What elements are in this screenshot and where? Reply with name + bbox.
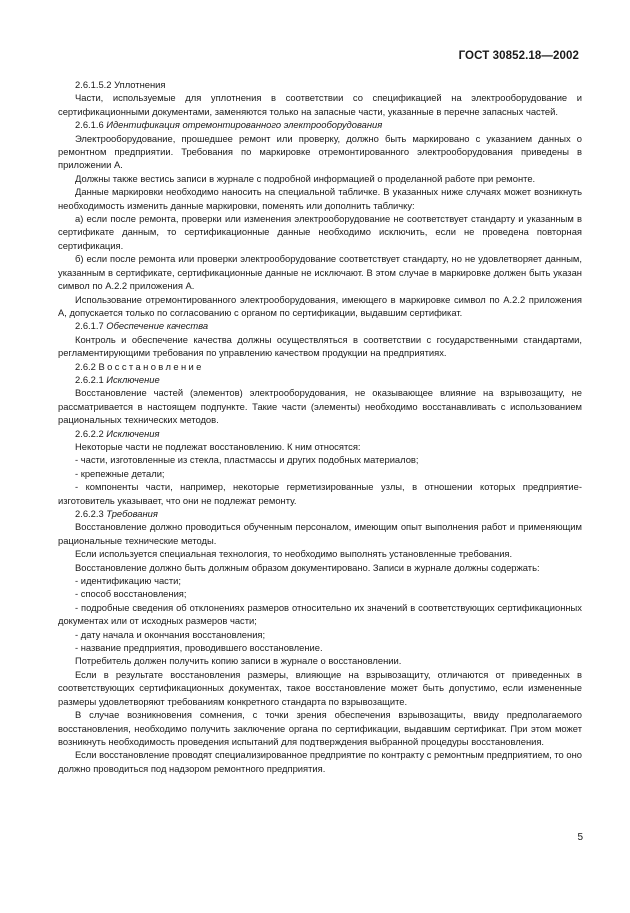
- list-item: а) если после ремонта, проверки или изменения электрооборудование не соответствует стандарту и указанным в сертификате данным, то сертификационные данные необходимо исключить, если не проведена повторная сертификация.: [58, 213, 582, 251]
- page-number: 5: [577, 832, 583, 843]
- paragraph: Восстановление должно быть должным образом документировано. Записи в журнале должны содержать:: [75, 561, 540, 573]
- paragraph: Восстановление должно проводиться обученным персоналом, имеющим опыт выполнения работ и применяющим рациональные технические методы.: [58, 521, 582, 546]
- list-item: - компоненты части, например, некоторые герметизированные узлы, в отношении которых предприятие-изготовитель указывает, что они не подлежат ремонту.: [58, 481, 582, 506]
- clause-heading: 2.6.1.5.2 Уплотнения: [75, 79, 166, 90]
- list-item: - идентификацию части;: [75, 575, 181, 587]
- paragraph: Электрооборудование, прошедшее ремонт или проверку, должно быть маркировано с указанием данных о ремонтном предприятии. Требования по маркировке отремонтированного электрооборудования приведены в приложении А.: [58, 132, 582, 171]
- section-heading: 2.6.2 Восстановление: [75, 360, 204, 372]
- document-header: ГОСТ 30852.18—2002: [458, 50, 579, 62]
- list-item: - дату начала и окончания восстановления;: [75, 628, 266, 640]
- clause-heading: 2.6.1.7 Обеспечение качества: [75, 320, 209, 332]
- paragraph: Части, используемые для уплотнения в соответствии со спецификацией на электрооборудование и сертификационными документами, заменяются только на запасные части, указанные в перечне запасных частей.: [58, 92, 582, 117]
- paragraph: Если восстановление проводят специализированное предприятие по контракту с ремонтным предприятием, то оно должно проводиться под надзором ремонтного предприятия.: [58, 749, 582, 774]
- paragraph: Использование отремонтированного электрооборудования, имеющего в маркировке символ по А.2.2 приложения А, допускается только по согласованию с органом по сертификации, выдавшим сертификат.: [58, 293, 582, 318]
- list-item: - способ восстановления;: [75, 588, 187, 600]
- clause-heading: 2.6.1.6 Идентификация отремонтированного электрооборудования: [75, 119, 383, 131]
- paragraph: Данные маркировки необходимо наносить на специальной табличке. В указанных ниже случаях может возникнуть необходимость изменить данные маркировки, поменять или дополнить табличку:: [58, 186, 582, 211]
- list-item: - подробные сведения об отклонениях размеров относительно их значений в соответствующих сертификационных документах или от исходных размеров части;: [58, 601, 582, 627]
- paragraph: Контроль и обеспечение качества должны осуществляться в соответствии с государственными стандартами, регламентирующими требования по управлению качеством продукции на предприятиях.: [58, 333, 582, 359]
- clause-heading: 2.6.2.2 Исключения: [75, 427, 160, 439]
- paragraph: Потребитель должен получить копию записи в журнале о восстановлении.: [75, 655, 402, 667]
- paragraph: Восстановление частей (элементов) электрооборудования, не оказывающее влияние на взрывозащиту, не рассматривается в настоящем подпункте. Такие части (элементы) необходимо восстанавливать с использованием рациональных технических методов.: [58, 387, 582, 426]
- paragraph: В случае возникновения сомнения, с точки зрения обеспечения взрывозащиты, ввиду предполагаемого восстановления, необходимо получить заключение органа по сертификации, выдавшим сертификат. При этом может возникнуть необходимость проведения испытаний для подтверждения выбранной процедуры восстановления.: [58, 709, 582, 747]
- paragraph: Если в результате восстановления размеры, влияющие на взрывозащиту, отличаются от приведенных в соответствующих сертификационных документах, такое восстановление может быть допустимо, если измененные размеры удовлетворяют требованиям конкретного стандарта по взрывозащите.: [58, 668, 582, 707]
- clause-heading: 2.6.2.1 Исключение: [75, 373, 160, 385]
- paragraph: Некоторые части не подлежат восстановлению. К ним относятся:: [75, 440, 361, 452]
- paragraph: Должны также вестись записи в журнале с подробной информацией о проделанной работе при ремонте.: [75, 172, 536, 184]
- document-body: [58, 78, 582, 775]
- list-item: - части, изготовленные из стекла, пластмассы и других подобных материалов;: [75, 454, 419, 466]
- list-item: - крепежные детали;: [75, 467, 165, 479]
- paragraph: Если используется специальная технология, то необходимо выполнять установленные требования.: [75, 548, 513, 560]
- clause-heading: 2.6.2.3 Требования: [75, 508, 158, 519]
- list-item: б) если после ремонта или проверки электрооборудование соответствует стандарту, но не удовлетворяет данным, указанным в сертификате, сертификационные данные не исключают. В этом случае в маркировке должен быть указан символ по А.2.2 приложения А.: [58, 253, 582, 292]
- list-item: - название предприятия, проводившего восстановление.: [75, 642, 323, 654]
